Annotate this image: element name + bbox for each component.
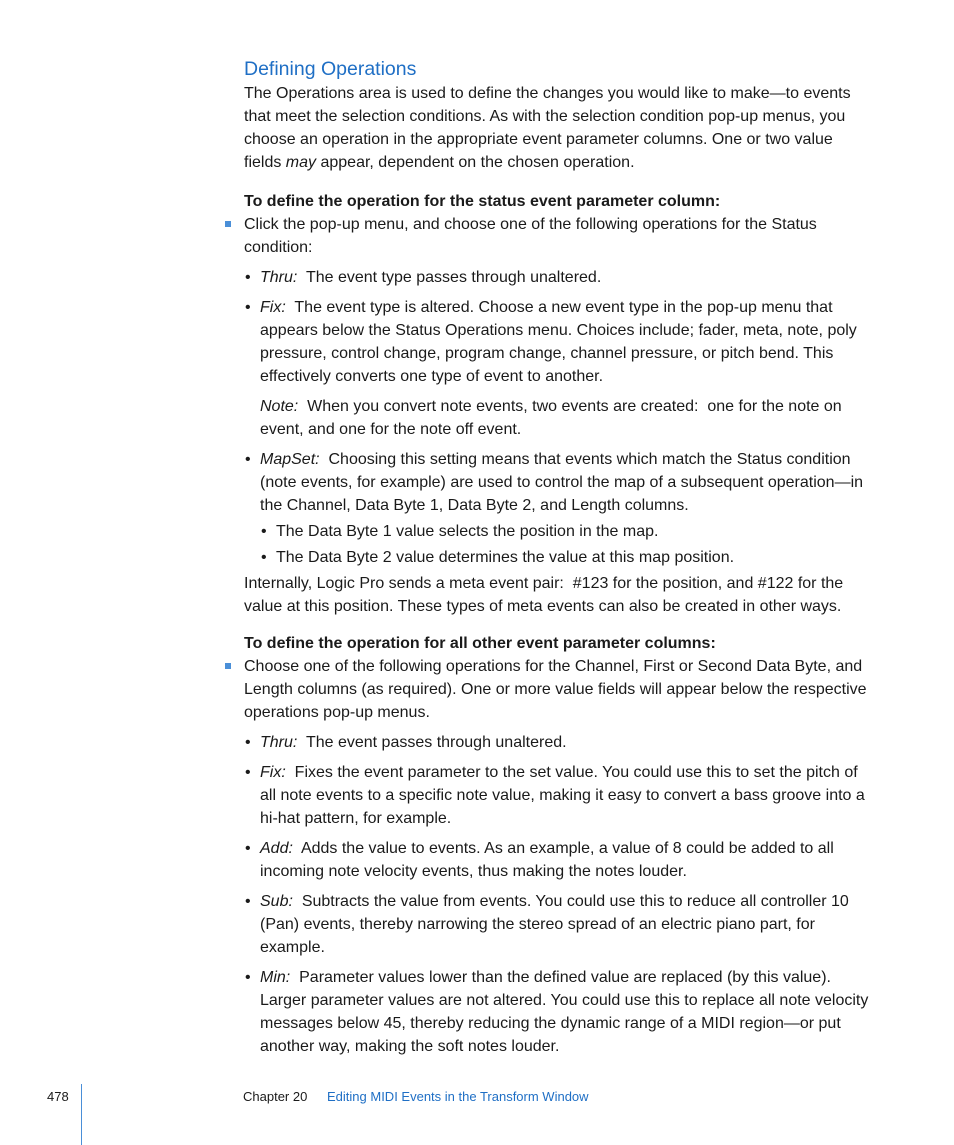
intro-text-2: appear, dependent on the chosen operation. xyxy=(316,154,635,171)
bullet-icon: • xyxy=(245,840,251,857)
list-item-text: Subtracts the value from events. You could use this to reduce all controller 10 (Pan) events, thereby narrowing the stereo spread of an electric piano part, for example. xyxy=(260,893,849,956)
note-paragraph xyxy=(244,395,874,441)
list-item-text: The event type passes through unaltered. xyxy=(305,269,602,286)
bullet-icon: • xyxy=(245,969,251,986)
list-item xyxy=(244,448,874,517)
page-number: 478 xyxy=(47,1089,69,1104)
list-item-text: The event type is altered. Choose a new event type in the pop-up menu that appears below the Status Operations menu. Choices include; fader, meta, note, poly pressure, control change, program change, channel pressure, or pitch bend. This effectively converts one type of event to another. xyxy=(260,299,857,385)
chapter-title-link[interactable]: Editing MIDI Events in the Transform Window xyxy=(327,1089,589,1104)
list-item xyxy=(244,266,874,289)
list-item-text: Adds the value to events. As an example, a value of 8 could be added to all incoming note velocity events, thus making the notes louder. xyxy=(260,840,834,880)
list-item-term: MapSet: xyxy=(260,451,320,468)
list-item-text: The event passes through unaltered. xyxy=(305,734,567,751)
list-item-text: Fixes the event parameter to the set value. You could use this to set the pitch of all note events to a specific note value, making it easy to convert a bass groove into a hi-hat pattern, for example. xyxy=(260,764,865,827)
chapter-label: Chapter 20 xyxy=(243,1089,308,1104)
list-item-term: Min: xyxy=(260,969,291,986)
intro-text-1: The Operations area is used to define the changes you would like to make—to events that meet the selection conditions. As with the selection condition pop-up menus, you choose an operation in the appropriate event parameter columns. One or two value fields xyxy=(244,85,851,171)
list-item xyxy=(244,890,874,959)
bullet-icon: • xyxy=(245,269,251,286)
intro-paragraph xyxy=(244,82,874,174)
list-item-term: Thru: xyxy=(260,269,298,286)
task-step-other xyxy=(244,655,874,724)
list-item-term: Fix: xyxy=(260,299,286,316)
list-item-term: Sub: xyxy=(260,893,293,910)
note-text: When you convert note events, two events are created: one for the note on event, and one for the note off event. xyxy=(260,398,842,438)
task-heading-status: To define the operation for the status event parameter column: xyxy=(244,193,721,210)
bullet-icon: • xyxy=(245,299,251,316)
list-item-term: Add: xyxy=(260,840,293,857)
section-title: Defining Operations xyxy=(244,58,417,80)
bullet-icon: • xyxy=(261,549,267,566)
square-bullet-icon xyxy=(225,663,231,669)
task-step-status xyxy=(244,213,874,259)
task-step-text: Click the pop-up menu, and choose one of the following operations for the Status condition: xyxy=(244,216,817,256)
intro-emphasis: may xyxy=(285,154,317,171)
task-step-text: Choose one of the following operations for the Channel, First or Second Data Byte, and Length columns (as required). One or more value fields will appear below the respective operations pop-up menus. xyxy=(244,658,867,721)
sub-list-item xyxy=(244,546,874,569)
sub-list-item-text: The Data Byte 1 value selects the position in the map. xyxy=(276,523,659,540)
bullet-icon: • xyxy=(245,451,251,468)
list-item xyxy=(244,761,874,830)
footer-divider xyxy=(81,1084,82,1145)
page-footer xyxy=(0,1084,954,1145)
list-item xyxy=(244,837,874,883)
note-label: Note: xyxy=(260,398,299,415)
list-item-term: Thru: xyxy=(260,734,298,751)
bullet-icon: • xyxy=(245,893,251,910)
sub-list-item xyxy=(244,520,874,543)
square-bullet-icon xyxy=(225,221,231,227)
list-item-text: Choosing this setting means that events which match the Status condition (note events, for example) are used to control the map of a subsequent operation—in the Channel, Data Byte 1, Data Byte 2, and Length columns. xyxy=(260,451,864,514)
bullet-icon: • xyxy=(245,734,251,751)
list-item-text: Parameter values lower than the defined value are replaced (by this value). Larger parameter values are not altered. You could use this to replace all note velocity messages below 45, thereby reducing the dynamic range of a MIDI region—or put another way, making the soft notes louder. xyxy=(260,969,869,1055)
sub-list-item-text: The Data Byte 2 value determines the value at this map position. xyxy=(276,549,735,566)
bullet-icon: • xyxy=(245,764,251,781)
list-item xyxy=(244,296,874,388)
list-item xyxy=(244,731,874,754)
internal-note-paragraph: Internally, Logic Pro sends a meta event pair: #123 for the position, and #122 for the value at this position. These types of meta events can also be created in other ways. xyxy=(244,575,844,615)
task-heading-other: To define the operation for all other event parameter columns: xyxy=(244,635,716,652)
list-item xyxy=(244,966,874,1058)
main-content xyxy=(244,56,874,1058)
bullet-icon: • xyxy=(261,523,267,540)
list-item-term: Fix: xyxy=(260,764,286,781)
